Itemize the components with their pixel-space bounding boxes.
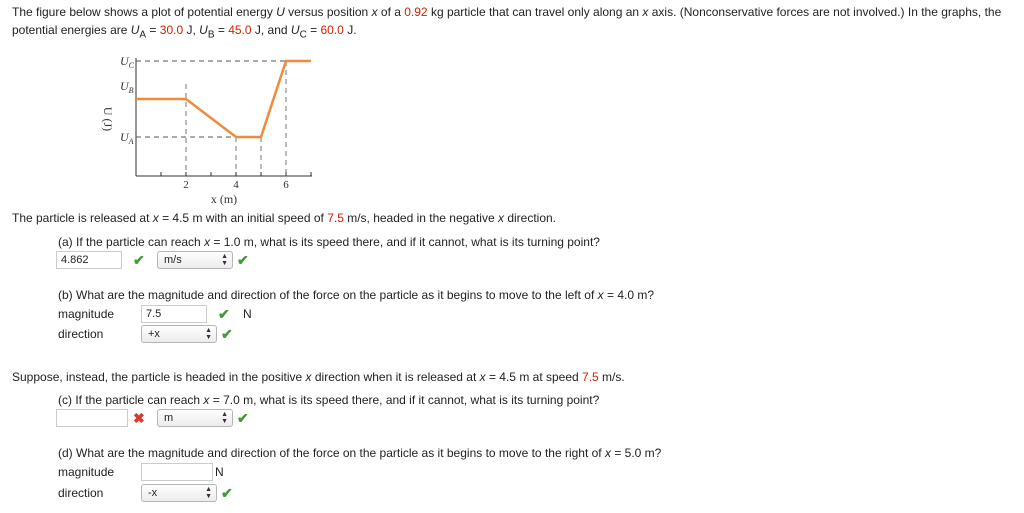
unit-c-select[interactable]: m ▲ ▼ bbox=[157, 409, 233, 427]
potential-energy-curve bbox=[136, 61, 311, 137]
speed-value: 7.5 bbox=[327, 211, 344, 225]
direction-b-select[interactable]: +x ▲ ▼ bbox=[141, 325, 217, 343]
check-icon: ✔ bbox=[221, 326, 233, 342]
magnitude-label-d: magnitude bbox=[58, 465, 115, 479]
mass-value: 0.92 bbox=[404, 5, 428, 19]
select-arrows-icon: ▲ ▼ bbox=[221, 411, 228, 425]
y-tick-ub: $U_B$ bbox=[120, 79, 134, 95]
select-arrows-icon: ▲ ▼ bbox=[205, 486, 212, 500]
question-a: (a) If the particle can reach x = 1.0 m, what is its speed there, and if it cannot, what is its turning point? bbox=[58, 235, 600, 249]
answer-a-input[interactable]: 4.862 bbox=[56, 251, 122, 269]
check-icon: ✔ bbox=[237, 410, 249, 426]
uc-value: 60.0 bbox=[320, 23, 344, 37]
answer-c-input[interactable] bbox=[56, 409, 128, 427]
check-icon: ✔ bbox=[221, 485, 233, 501]
question-b: (b) What are the magnitude and direction of the force on the particle as it begins to move to the left of x = 4.0 m? bbox=[58, 288, 655, 302]
check-icon: ✔ bbox=[133, 252, 145, 268]
y-tick-uc: $U_C$ bbox=[120, 54, 135, 70]
magnitude-d-input[interactable] bbox=[141, 463, 213, 481]
potential-energy-graph bbox=[80, 44, 330, 208]
magnitude-label-b: magnitude bbox=[58, 307, 115, 321]
select-arrows-icon: ▲ ▼ bbox=[221, 253, 228, 267]
direction-label-b: direction bbox=[58, 327, 104, 341]
suppose-statement: Suppose, instead, the particle is headed in the positive x direction when it is released at x = 4.5 m at speed 7.5 m/s. bbox=[12, 370, 625, 384]
ub-value: 45.0 bbox=[228, 23, 252, 37]
check-icon: ✔ bbox=[218, 306, 230, 322]
question-d: (d) What are the magnitude and direction of the force on the particle as it begins to move to the right of x = 5.0 m? bbox=[58, 446, 662, 460]
x-tick-label-6: 6 bbox=[283, 179, 289, 191]
question-c: (c) If the particle can reach x = 7.0 m, what is its speed there, and if it cannot, what is its turning point? bbox=[58, 393, 600, 407]
magnitude-unit-b: N bbox=[243, 307, 252, 321]
intro-text: The figure below shows a plot of potential energy U versus position x of a 0.92 kg particle that can travel only along an x axis. (Nonconservative forces are not involved.) In the graphs, the potential energies are $U_A = 30.0$ J, $U_B = 45.0$ J, and $U_C = 60.0$ J. bbox=[12, 5, 1002, 41]
release-statement: The particle is released at x = 4.5 m with an initial speed of 7.5 m/s, headed in the negative x direction. bbox=[12, 211, 557, 225]
y-tick-ua: $U_A$ bbox=[120, 130, 134, 146]
check-icon: ✔ bbox=[237, 252, 249, 268]
x-axis-label: x (m) bbox=[210, 192, 238, 206]
magnitude-b-input[interactable]: 7.5 bbox=[141, 305, 207, 323]
magnitude-unit-d: N bbox=[215, 465, 224, 479]
y-axis-label: U (J) bbox=[101, 106, 115, 132]
direction-label-d: direction bbox=[58, 486, 104, 500]
cross-icon: ✖ bbox=[133, 410, 145, 426]
direction-d-select[interactable]: -x ▲ ▼ bbox=[141, 484, 217, 502]
x-tick-label-2: 2 bbox=[183, 179, 189, 191]
ua-value: 30.0 bbox=[159, 23, 184, 37]
speed-value-2: 7.5 bbox=[582, 370, 599, 384]
unit-a-select[interactable]: m/s ▲ ▼ bbox=[157, 251, 233, 269]
select-arrows-icon: ▲ ▼ bbox=[205, 327, 212, 341]
x-tick-label-4: 4 bbox=[233, 179, 239, 191]
